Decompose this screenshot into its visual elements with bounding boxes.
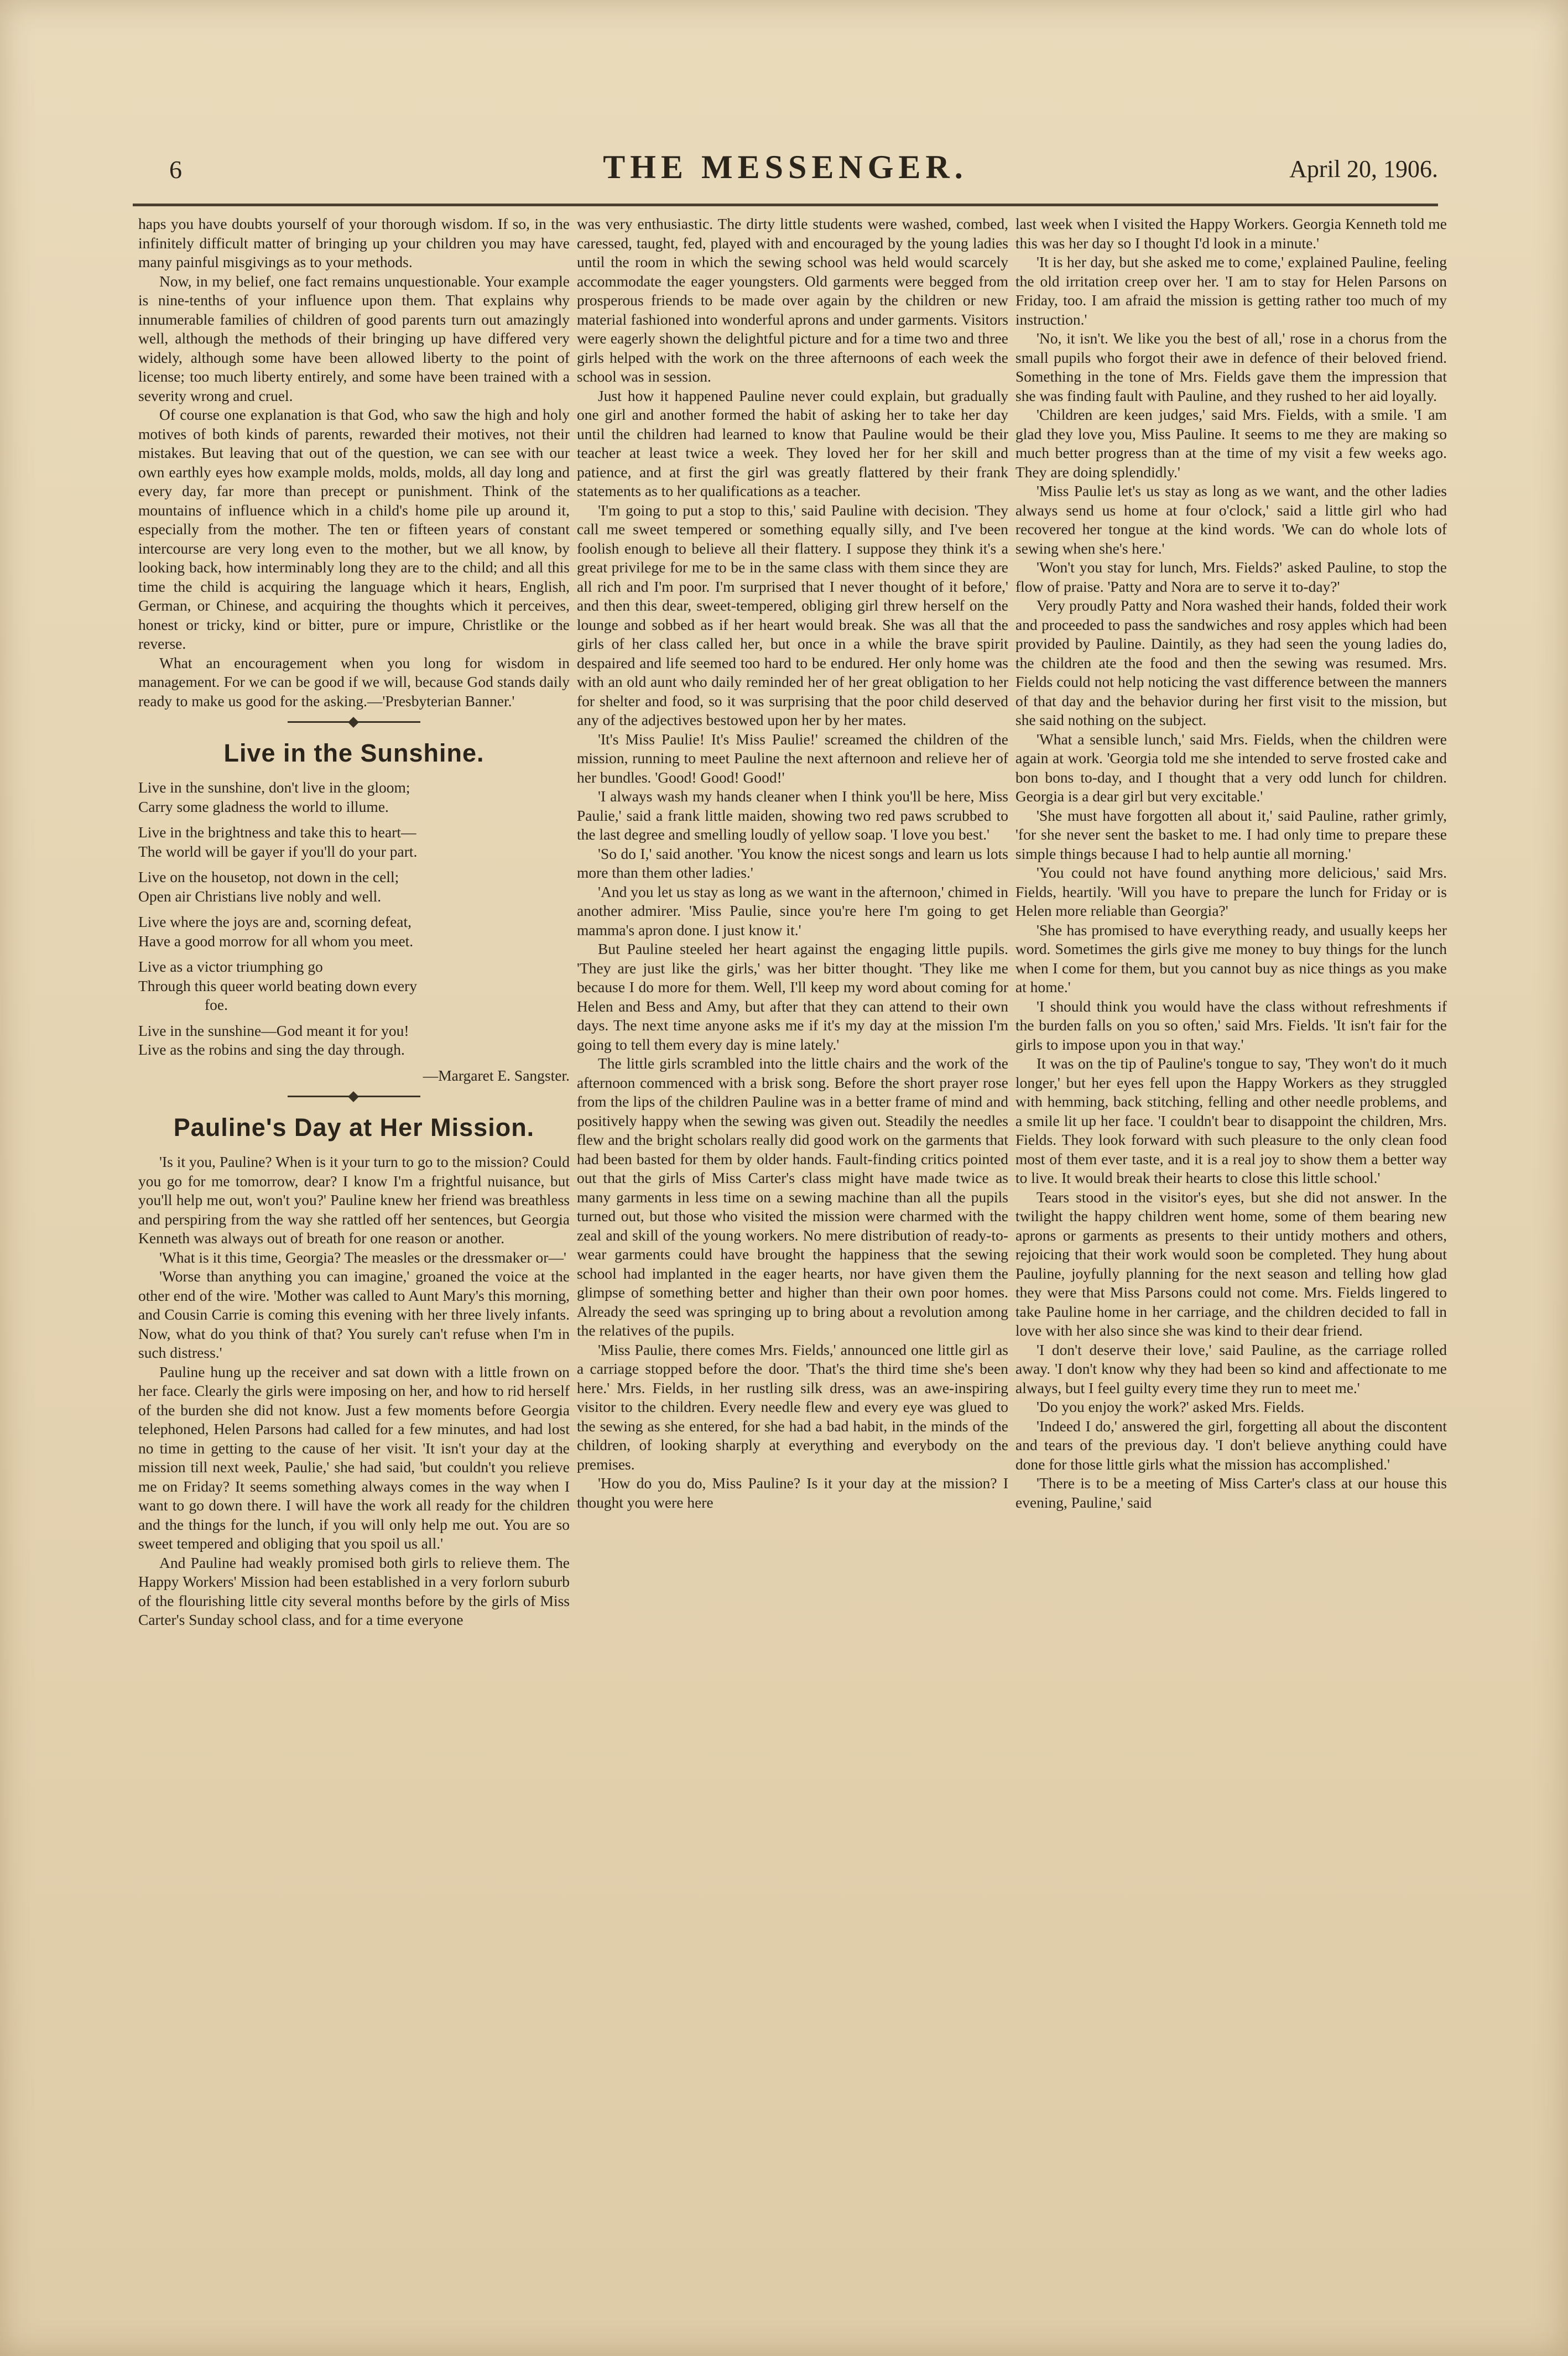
- story-paragraph: Tears stood in the visitor's eyes, but she did not answer. In the twilight the happy children went home, some of them bearing new aprons or garments as presents to their untidy mothers and others, rejoicing that their work would soon be completed. They hung about Pauline, joyfully planning for the next season and telling how glad they were that Miss Parsons could not come. Mrs. Fields lingered to take Pauline home in her carriage, and the children decided to fall in love with her also since she was kind to their dear friend.: [1015, 1188, 1447, 1339]
- story-paragraph: 'Miss Paulie let's us stay as long as we want, and the other ladies always send us home at four o'clock,' said a little girl who had recovered her tongue at the kind words. 'We can do whole lots of sewing when she's here.': [1015, 482, 1447, 557]
- story-paragraph: 'She must have forgotten all about it,' said Pauline, rather grimly, 'for she never sent the basket to me. I had only time to prepare these simple things because I had to help auntie all morning.': [1015, 806, 1447, 862]
- article-paragraph: Of course one explanation is that God, who saw the high and holy motives of both kinds of parents, rewarded their motives, not their mistakes. But leaving that out of the question, we can see with our own earthly eyes how example molds, molds, molds, all day long and every day, far more than precept or punishment. Think of the mountains of influence which in a child's home pile up around it, especially from the mother. The ten or fifteen years of constant intercourse are very long even to the mother, but we all know, by looking back, how interminably long they are to the child; and all this time the child is acquiring the language which it hears, English, German, or Chinese, and acquiring the thoughts which it perceives, honest or tricky, kind or bitter, pure or impure, Christlike or the reverse.: [138, 406, 570, 652]
- poem-stanza: [138, 823, 570, 861]
- poem-line: Carry some gladness the world to illume.: [138, 798, 389, 815]
- column-3: [1015, 215, 1447, 2338]
- story-paragraph: The little girls scrambled into the little chairs and the work of the afternoon commenced with a brisk song. Before the short prayer rose from the lips of the children Pauline was in a better frame of mind and positively happy when the sewing was given out. Steadily the needles flew and the bright scholars really did good work on the garments that had been basted for them by older hands. Fault-finding critics pointed out that the girls of Miss Carter's class might have made twice as many garments in less time on a sewing machine than all the pupils turned out, but those who visited the mission were charmed with the zeal and skill of the young workers. No mere distribution of ready-to-wear garments could have brought the happiness that the sewing school had implanted in the eager hearts, nor have given them the glimpse of something better and higher than their own poor homes. Already the seed was springing up to bring about a revolution among the relatives of the pupils.: [577, 1055, 1008, 1339]
- poem-line: Live in the sunshine—God meant it for you!: [138, 1021, 409, 1039]
- story-paragraph: 'Indeed I do,' answered the girl, forgetting all about the discontent and tears of the previous day. 'I don't believe anything could have done for those little girls what the mission has accomplished.': [1015, 1417, 1447, 1473]
- story-paragraph: was very enthusiastic. The dirty little students were washed, combed, caressed, taught, fed, played with and encouraged by the young ladies until the room in which the sewing school was held would scarcely accommodate the eager youngsters. Old garments were begged from prosperous friends to be made over again by the children or new material fashioned into wonderful aprons and under garments. Visitors were eagerly shown the delightful picture and for a time two and three girls helped with the work on the three afternoons of each week the school was in session.: [577, 215, 1008, 385]
- article-paragraph: haps you have doubts yourself of your thorough wisdom. If so, in the infinitely difficult matter of bringing up your children you may have many painful misgivings as to your methods.: [138, 215, 570, 270]
- poem-line: Have a good morrow for all whom you meet.: [138, 932, 414, 950]
- story-paragraph: 'I should think you would have the class without refreshments if the burden falls on you so often,' said Mrs. Fields. 'It isn't fair for the girls to impose upon you in that way.': [1015, 997, 1447, 1053]
- story-paragraph: last week when I visited the Happy Workers. Georgia Kenneth told me this was her day so I thought I'd look in a minute.': [1015, 215, 1447, 252]
- story-paragraph: 'She has promised to have everything ready, and usually keeps her word. Sometimes the girls give me money to buy things for the lunch when I come for them, but you cannot buy as nice things as you make at home.': [1015, 921, 1447, 995]
- poem-stanza: [138, 913, 570, 951]
- poem-line: Live in the sunshine, don't live in the gloom;: [138, 779, 410, 796]
- story-paragraph: Just how it happened Pauline never could explain, but gradually one girl and another formed the habit of asking her to take her day until the children had learned to know that Pauline would be their teacher at least twice a week. They loved her for her skill and patience, and at first the girl was greatly flattered by their frank statements as to her qualifications as a teacher.: [577, 387, 1008, 499]
- story-paragraph: 'How do you do, Miss Pauline? Is it your day at the mission? I thought you were here: [577, 1474, 1008, 1511]
- poem-stanza: [138, 1021, 570, 1060]
- poem-line: Live in the brightness and take this to heart—: [138, 823, 416, 841]
- section-divider: [138, 1085, 570, 1107]
- poem-line: Live as the robins and sing the day through.: [138, 1041, 405, 1058]
- section-divider: [138, 711, 570, 733]
- poem-line: foe.: [205, 996, 228, 1013]
- story-paragraph: 'I always wash my hands cleaner when I think you'll be here, Miss Paulie,' said a frank little maiden, showing two red paws scrubbed to the last degree and smelling loudly of yellow soap. 'I love you best.': [577, 788, 1008, 843]
- story-paragraph: 'Is it you, Pauline? When is it your turn to go to the mission? Could you go for me tomorrow, dear? I know I'm a frightful nuisance, but you'll help me out, won't you?' Pauline knew her friend was breathless and perspiring from the way she rattled off her sentences, but Georgia Kenneth was always out of breath for one reason or another.: [138, 1153, 570, 1247]
- story-paragraph: 'No, it isn't. We like you the best of all,' rose in a chorus from the small pupils who forgot their awe in defence of their beloved friend. Something in the tone of Mrs. Fields gave them the impression that she was finding fault with Pauline, and they rushed to her aid loyally.: [1015, 330, 1447, 404]
- story-title: Pauline's Day at Her Mission.: [173, 1113, 535, 1141]
- story-paragraph: 'What is it this time, Georgia? The measles or the dressmaker or—': [159, 1248, 566, 1266]
- story-paragraph: 'Miss Paulie, there comes Mrs. Fields,' announced one little girl as a carriage stopped before the door. 'That's the third time she's been here.' Mrs. Fields, in her rustling silk dress, was an awe-inspiring visitor to the children. Every needle flew and every eye was glued to the sewing as she entered, for she had a bad habit, in the minds of the children, of looking sharply at everything and everybody on the premises.: [577, 1341, 1008, 1473]
- story-paragraph: It was on the tip of Pauline's tongue to say, 'They won't do it much longer,' but her eyes fell upon the Happy Workers as they struggled with hemming, back stitching, felling and other needle problems, and a smile lit up her face. 'I couldn't bear to disappoint the children, Mrs. Fields. They look forward with such pleasure to the only clean food most of them ever taste, and it is a real joy to show them a better way to live. It would break their hearts to close this little school.': [1015, 1055, 1447, 1186]
- poem-line: Live where the joys are and, scorning defeat,: [138, 913, 412, 930]
- poem-stanza: [138, 868, 570, 906]
- story-paragraph: 'And you let us stay as long as we want in the afternoon,' chimed in another admirer. 'Miss Paulie, since you're here I'm going to get mamma's apron done. I just know it.': [577, 883, 1008, 939]
- story-paragraph: And Pauline had weakly promised both girls to relieve them. The Happy Workers' Mission had been established in a very forlorn suburb of the flourishing little city several months before by the girls of Miss Carter's Sunday school class, and for a time everyone: [138, 1554, 570, 1628]
- article-paragraph: What an encouragement when you long for wisdom in management. For we can be good if we will, because God stands daily ready to make us good for the asking.—'Presbyterian Banner.': [138, 654, 570, 710]
- story-paragraph: 'Children are keen judges,' said Mrs. Fields, with a smile. 'I am glad they love you, Miss Pauline. It seems to me they are making so much better progress than at the time of my visit a few weeks ago. They are doing splendidly.': [1015, 406, 1447, 481]
- issue-date: April 20, 1906.: [1289, 155, 1438, 183]
- poem-line: The world will be gayer if you'll do your part.: [138, 842, 418, 860]
- poem-line: Live as a victor triumphing go: [138, 958, 323, 975]
- poem: [138, 778, 570, 1085]
- story-paragraph: 'It's Miss Paulie! It's Miss Paulie!' screamed the children of the mission, running to meet Pauline the next afternoon and relieve her of her bundles. 'Good! Good! Good!': [577, 730, 1008, 786]
- header-rule: [133, 204, 1438, 206]
- poem-line: Live on the housetop, not down in the cell;: [138, 868, 399, 885]
- poem-title: Live in the Sunshine.: [223, 739, 485, 767]
- article-paragraph: Now, in my belief, one fact remains unquestionable. Your example is nine-tenths of your influence upon them. That explains why innumerable families of children of good parents turn out amazingly well, although the methods of their bringing up have differed very widely, although some have been allowed liberty to the point of license; too much liberty entirely, and some have been trained with a severity wrong and cruel.: [138, 272, 570, 404]
- poem-author: —Margaret E. Sangster.: [423, 1066, 570, 1084]
- poem-line: Through this queer world beating down every: [138, 977, 418, 994]
- masthead-title: THE MESSENGER.: [603, 149, 968, 185]
- story-paragraph: 'Worse than anything you can imagine,' groaned the voice at the other end of the wire. 'Mother was called to Aunt Mary's this morning, and Cousin Carrie is coming this evening with her three lively infants. Now, what do you think of that? You surely can't refuse when I'm in such distress.': [138, 1268, 570, 1361]
- page-number: 6: [169, 155, 182, 184]
- poem-line: Open air Christians live nobly and well.: [138, 887, 382, 905]
- story-paragraph: 'Do you enjoy the work?' asked Mrs. Fields.: [1036, 1398, 1305, 1415]
- story-paragraph: 'You could not have found anything more delicious,' said Mrs. Fields, heartily. 'Will you have to prepare the lunch for Friday or is Helen more reliable than Georgia?': [1015, 864, 1447, 919]
- story-paragraph: 'What a sensible lunch,' said Mrs. Fields, when the children were again at work. 'Georgia told me she intended to serve frosted cake and bon bons to-day, and I thought that a very odd lunch for children. Georgia is a dear girl but very excitable.': [1015, 730, 1447, 805]
- story-paragraph: 'Won't you stay for lunch, Mrs. Fields?' asked Pauline, to stop the flow of praise. 'Patty and Nora are to serve it to-day?': [1015, 559, 1447, 595]
- column-1: [138, 215, 570, 2338]
- story-paragraph: 'There is to be a meeting of Miss Carter's class at our house this evening, Pauline,' said: [1015, 1474, 1447, 1511]
- story-paragraph: Very proudly Patty and Nora washed their hands, folded their work and proceeded to pass the sandwiches and rosy apples which had been provided by Pauline. Daintily, as they had seen the young ladies do, the children ate the food and then the sewing was resumed. Mrs. Fields could not help noticing the vast difference between the manners of that day and the behavior during her first visit to the mission, but she said nothing on the subject.: [1015, 597, 1447, 728]
- story-paragraph: 'So do I,' said another. 'You know the nicest songs and learn us lots more than them other ladies.': [577, 845, 1008, 881]
- poem-stanza: [138, 957, 570, 1015]
- story-paragraph: 'It is her day, but she asked me to come,' explained Pauline, feeling the old irritation creep over her. 'I am to stay for Helen Parsons on Friday, too. I am afraid the mission is getting rather too much of my instruction.': [1015, 253, 1447, 328]
- column-2: [577, 215, 1008, 2338]
- page-header: [133, 148, 1438, 199]
- poem-stanza: [138, 778, 570, 816]
- story-paragraph: Pauline hung up the receiver and sat down with a little frown on her face. Clearly the girls were imposing on her, and how to rid herself of the burden she did not know. Just a few moments before Georgia telephoned, Helen Parsons had called for a few minutes, and had lost no time in getting to the cause of her visit. 'It isn't your day at the mission till next week, Paulie,' she had said, 'but couldn't you relieve me on Friday? It seems something always comes in the way when I want to go down there. I will have the work all ready for the children and the things for the lunch, if you will only help me out. You are so sweet tempered and obliging that you spoil us all.': [138, 1363, 570, 1552]
- story-paragraph: 'I'm going to put a stop to this,' said Pauline with decision. 'They call me sweet tempered or something equally silly, and I've been foolish enough to believe all their flattery. I suppose they think it's a great privilege for me to be in the same class with them since they are all rich and I'm poor. I'm surprised that I never thought of it before,' and then this dear, sweet-tempered, obliging girl threw herself on the lounge and sobbed as if her heart would break. She was all that the girls of her class called her, but once in a while the brave spirit despaired and life seemed too hard to be endured. Her only home was with an old aunt who daily reminded her of her great obligation to her for shelter and food, so it was surprising that the poor child deserved any of the adjectives bestowed upon her by her mates.: [577, 501, 1008, 728]
- story-paragraph: But Pauline steeled her heart against the engaging little pupils. 'They are just like the girls,' was her bitter thought. 'They like me because I do more for them. Well, I'll keep my word about coming for Helen and Bess and Amy, but after that they can attend to their own days. The next time anyone asks me if it's my day at the mission I'm going to tell them every day is mine lately.': [577, 940, 1008, 1053]
- story-paragraph: 'I don't deserve their love,' said Pauline, as the carriage rolled away. 'I don't know why they had been so kind and affectionate to me always, but I feel guilty every time they run to meet me.': [1015, 1341, 1447, 1396]
